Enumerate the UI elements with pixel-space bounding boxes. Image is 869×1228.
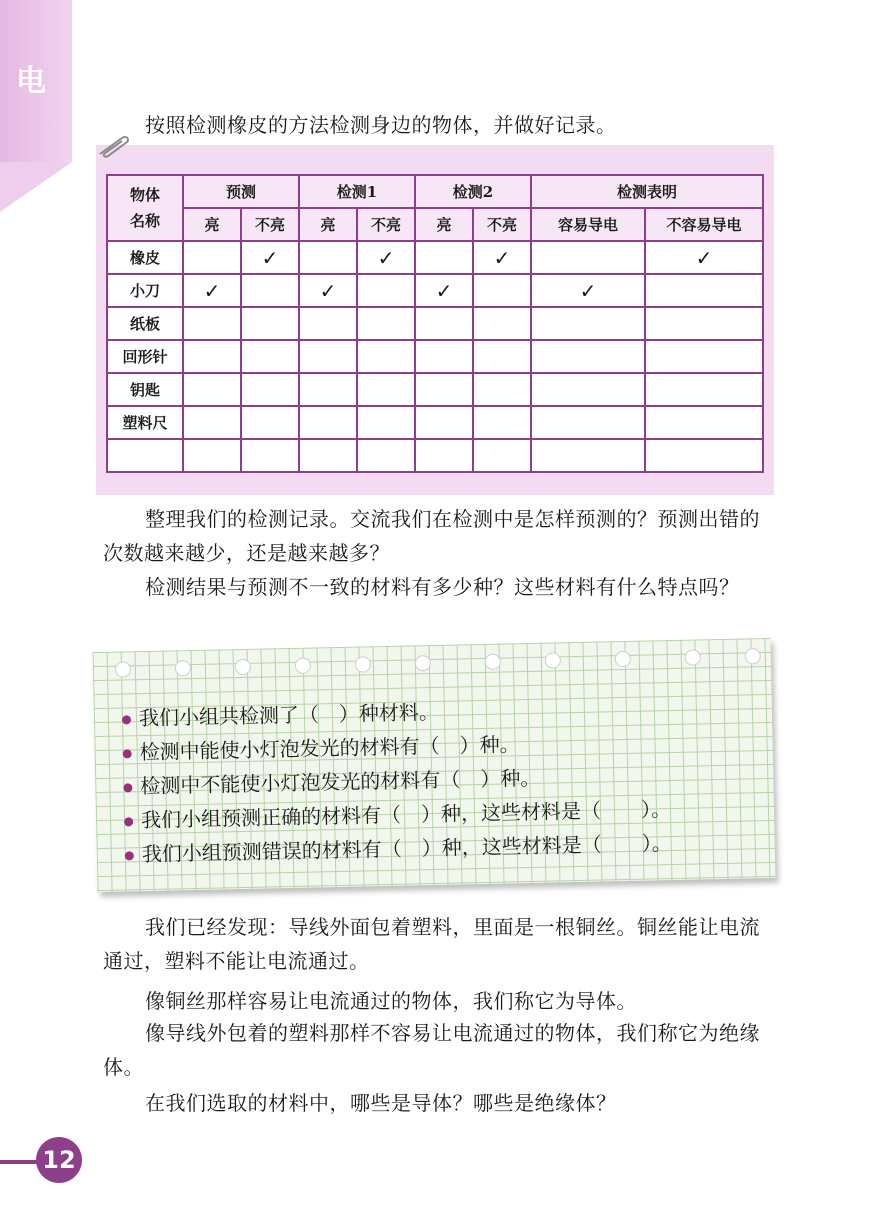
bullet-icon bbox=[123, 749, 132, 758]
table-cell[interactable] bbox=[299, 340, 357, 373]
binder-hole bbox=[615, 651, 631, 667]
paperclip-icon bbox=[96, 132, 132, 162]
header-sub: 不亮 bbox=[241, 208, 299, 241]
table-cell bbox=[473, 274, 531, 307]
row-name: 纸板 bbox=[107, 307, 183, 340]
table-cell[interactable] bbox=[241, 439, 299, 472]
row-name: 塑料尺 bbox=[107, 406, 183, 439]
table-cell[interactable] bbox=[241, 340, 299, 373]
table-cell: ✓ bbox=[241, 241, 299, 274]
table-cell[interactable] bbox=[531, 307, 645, 340]
note-line: 我们小组共检测了（ ）种材料。 bbox=[122, 697, 440, 734]
paragraph-5: 像导线外包着的塑料那样不容易让电流通过的物体，我们称它为绝缘体。 bbox=[103, 1021, 760, 1079]
table-cell[interactable] bbox=[357, 340, 415, 373]
row-name: 钥匙 bbox=[107, 373, 183, 406]
table-cell[interactable] bbox=[415, 307, 473, 340]
binder-hole bbox=[415, 655, 431, 671]
table-cell[interactable] bbox=[531, 340, 645, 373]
bullet-icon bbox=[122, 715, 131, 724]
paragraph-6: 在我们选取的材料中，哪些是导体？哪些是绝缘体？ bbox=[145, 1091, 617, 1115]
binder-hole bbox=[235, 659, 251, 675]
header-group: 检测2 bbox=[415, 175, 531, 208]
table-cell[interactable] bbox=[415, 373, 473, 406]
header-sub: 亮 bbox=[415, 208, 473, 241]
table-row bbox=[107, 241, 763, 274]
row-name: 回形针 bbox=[107, 340, 183, 373]
header-sub: 亮 bbox=[183, 208, 241, 241]
binder-hole bbox=[685, 649, 701, 665]
table-row bbox=[107, 307, 763, 340]
table-row bbox=[107, 406, 763, 439]
table-row bbox=[107, 274, 763, 307]
table-cell[interactable] bbox=[473, 340, 531, 373]
table-cell bbox=[241, 274, 299, 307]
page-number: 12 bbox=[36, 1137, 82, 1183]
table-cell: ✓ bbox=[645, 241, 763, 274]
binder-hole bbox=[115, 661, 131, 677]
header-sub: 容易导电 bbox=[531, 208, 645, 241]
binder-hole bbox=[355, 656, 371, 672]
table-cell[interactable] bbox=[357, 406, 415, 439]
paragraph-3: 我们已经发现：导线外面包着塑料，里面是一根铜丝。铜丝能让电流通过，塑料不能让电流通过。 bbox=[103, 915, 760, 973]
table-cell[interactable] bbox=[645, 406, 763, 439]
header-group: 检测1 bbox=[299, 175, 415, 208]
header-sub: 不亮 bbox=[473, 208, 531, 241]
table-cell[interactable] bbox=[299, 439, 357, 472]
row-name: 小刀 bbox=[107, 274, 183, 307]
table-cell[interactable] bbox=[645, 340, 763, 373]
table-cell[interactable] bbox=[473, 373, 531, 406]
table-cell bbox=[531, 241, 645, 274]
bullet-icon bbox=[123, 783, 132, 792]
binder-hole bbox=[175, 660, 191, 676]
row-name[interactable] bbox=[107, 439, 183, 472]
table-cell[interactable] bbox=[473, 307, 531, 340]
table-cell[interactable] bbox=[531, 406, 645, 439]
header-sub: 亮 bbox=[299, 208, 357, 241]
table-cell[interactable] bbox=[357, 373, 415, 406]
table-cell: ✓ bbox=[473, 241, 531, 274]
table-cell[interactable] bbox=[241, 406, 299, 439]
table-cell: ✓ bbox=[299, 274, 357, 307]
table-cell[interactable] bbox=[357, 307, 415, 340]
paragraph-2: 检测结果与预测不一致的材料有多少种？这些材料有什么特点吗？ bbox=[145, 575, 740, 599]
chapter-label: 电 bbox=[16, 64, 46, 99]
table-row bbox=[107, 439, 763, 472]
row-name: 橡皮 bbox=[107, 241, 183, 274]
table-cell bbox=[415, 241, 473, 274]
paragraph-4: 像铜丝那样容易让电流通过的物体，我们称它为导体。 bbox=[145, 989, 637, 1013]
chapter-tab bbox=[0, 0, 72, 162]
table-cell[interactable] bbox=[531, 373, 645, 406]
table-cell[interactable] bbox=[357, 439, 415, 472]
paragraph-1: 整理我们的检测记录。交流我们在检测中是怎样预测的？预测出错的次数越来越少，还是越来越多？ bbox=[103, 507, 760, 565]
note-line: 我们小组预测正确的材料有（ ）种，这些材料是（ ）。 bbox=[124, 794, 672, 835]
table-cell: ✓ bbox=[183, 274, 241, 307]
table-cell: ✓ bbox=[415, 274, 473, 307]
grid-note bbox=[93, 638, 776, 892]
note-line: 检测中能使小灯泡发光的材料有（ ）种。 bbox=[122, 729, 520, 767]
table-cell bbox=[183, 241, 241, 274]
header-sub: 不容易导电 bbox=[645, 208, 763, 241]
binder-hole bbox=[295, 658, 311, 674]
table-cell[interactable] bbox=[415, 439, 473, 472]
table-cell[interactable] bbox=[241, 373, 299, 406]
table-row bbox=[107, 340, 763, 373]
table-cell bbox=[645, 274, 763, 307]
table-cell[interactable] bbox=[531, 439, 645, 472]
table-cell[interactable] bbox=[415, 406, 473, 439]
table-cell bbox=[357, 274, 415, 307]
table-cell[interactable] bbox=[645, 373, 763, 406]
header-item-name: 物体 名称 bbox=[107, 175, 183, 241]
table-cell[interactable] bbox=[299, 307, 357, 340]
table-cell[interactable] bbox=[415, 340, 473, 373]
bullet-icon bbox=[125, 851, 134, 860]
bullet-icon bbox=[124, 817, 133, 826]
header-group: 检测表明 bbox=[531, 175, 763, 208]
table-cell bbox=[299, 241, 357, 274]
table-cell[interactable] bbox=[183, 406, 241, 439]
table-cell[interactable] bbox=[645, 439, 763, 472]
table-cell[interactable] bbox=[473, 406, 531, 439]
binder-hole bbox=[485, 654, 501, 670]
table-cell[interactable] bbox=[299, 373, 357, 406]
note-line: 我们小组预测错误的材料有（ ）种，这些材料是（ ）。 bbox=[124, 828, 672, 869]
table-cell[interactable] bbox=[299, 406, 357, 439]
table-row bbox=[107, 373, 763, 406]
table-cell[interactable] bbox=[183, 340, 241, 373]
table-cell: ✓ bbox=[357, 241, 415, 274]
table-cell[interactable] bbox=[183, 439, 241, 472]
header-sub: 不亮 bbox=[357, 208, 415, 241]
binder-hole bbox=[745, 648, 761, 664]
table-cell: ✓ bbox=[531, 274, 645, 307]
table-cell[interactable] bbox=[473, 439, 531, 472]
intro-text: 按照检测橡皮的方法检测身边的物体，并做好记录。 bbox=[145, 113, 617, 137]
table-cell[interactable] bbox=[645, 307, 763, 340]
table-cell[interactable] bbox=[183, 307, 241, 340]
table-cell[interactable] bbox=[183, 373, 241, 406]
binder-hole bbox=[545, 652, 561, 668]
table-cell[interactable] bbox=[241, 307, 299, 340]
record-table bbox=[106, 174, 764, 473]
note-line: 检测中不能使小灯泡发光的材料有（ ）种。 bbox=[123, 763, 541, 802]
header-group: 预测 bbox=[183, 175, 299, 208]
